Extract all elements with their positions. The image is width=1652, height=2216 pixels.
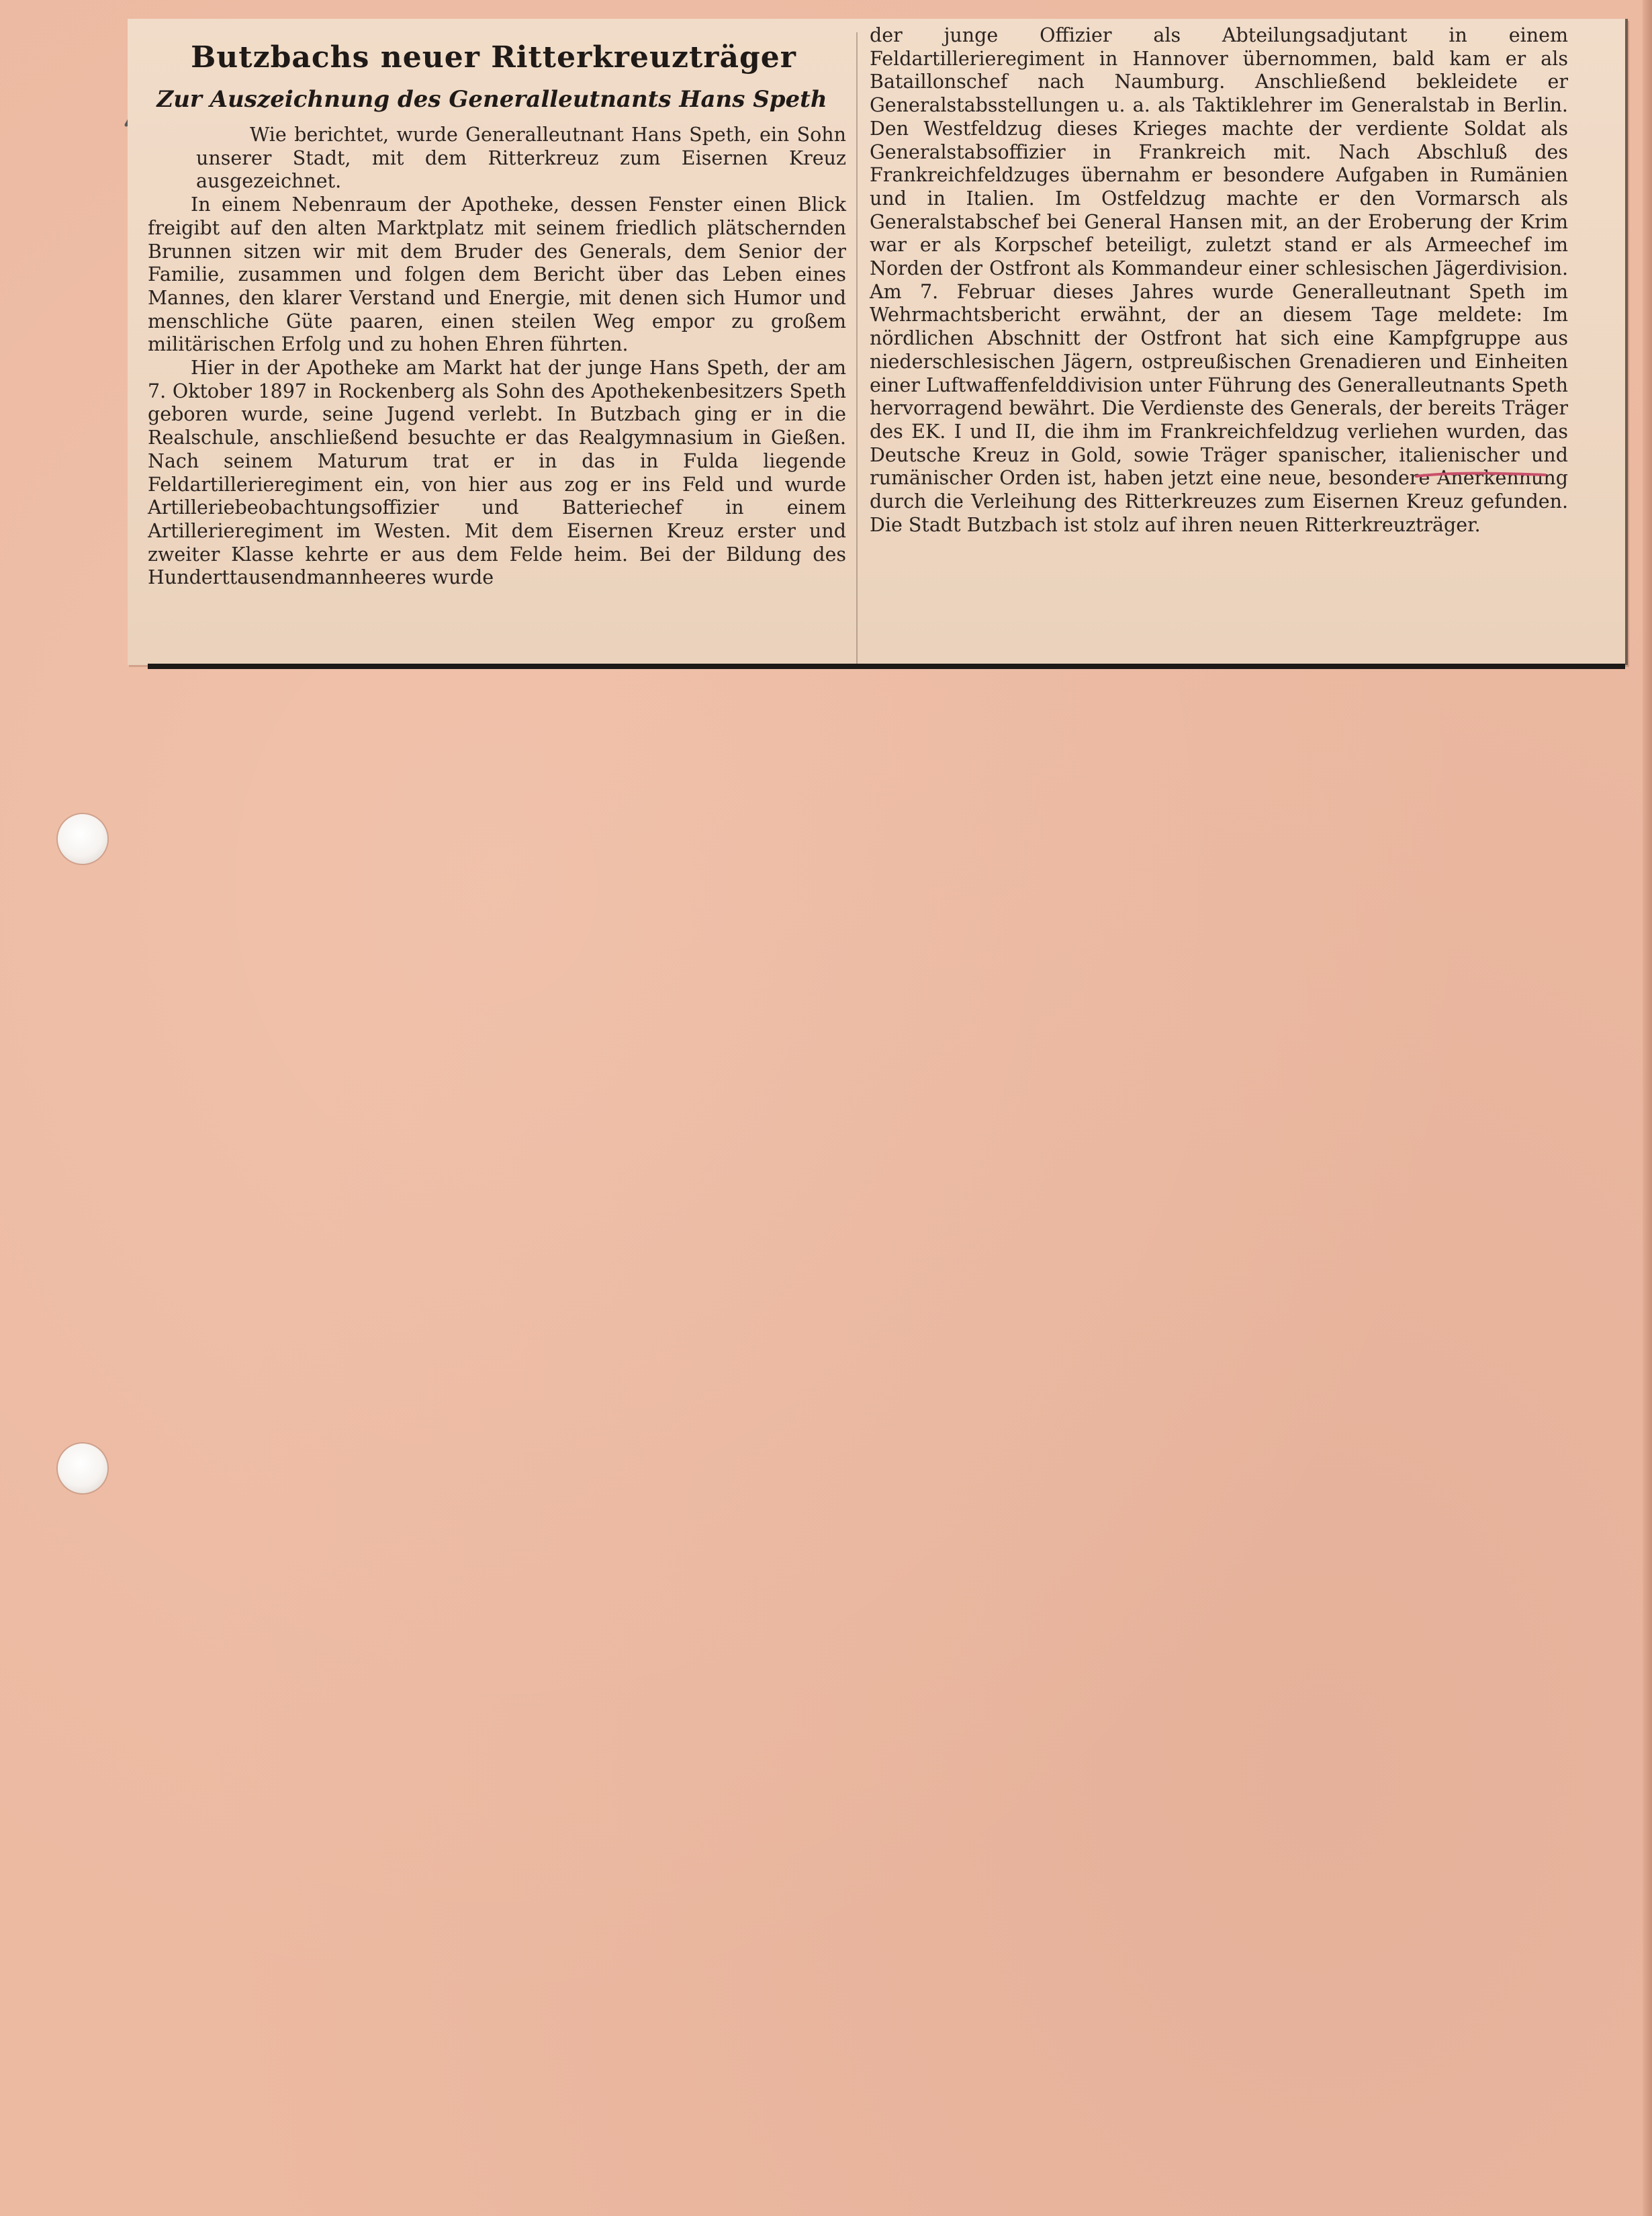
article-subheadline: Zur Auszeichnung des Generalleutnants Hans Speth <box>156 86 827 113</box>
punch-hole-top <box>58 814 107 864</box>
article-paragraph: Wie berichtet, wurde Generalleutnant Hans Speth, ein Sohn unserer Stadt, mit dem Ritterkreuz zum Eisernen Kreuz ausgezeichnet. <box>196 124 846 193</box>
column-divider <box>856 32 858 664</box>
page-edge <box>1643 0 1652 2216</box>
article-paragraph: Hier in der Apotheke am Markt hat der junge Hans Speth, der am 7. Oktober 1897 in Rockenberg als Sohn des Apothekenbesitzers Speth geboren wurde, seine Jugend verlebt. In Butzbach ging er in die Realschule, anschließend besuchte er das Realgymnasium in Gießen. Nach seinem Maturum trat er in das in Fulda liegende Feldartillerieregiment ein, von hier aus zog er ins Feld und wurde Artilleriebeobachtungsoffizier und Batteriechef in einem Artillerieregiment im Westen. Mit dem Eisernen Kreuz erster und zweiter Klasse kehrte er aus dem Felde heim. Bei der Bildung des Hunderttausendmannheeres wurde <box>148 357 846 589</box>
article-column-right <box>870 24 1568 537</box>
punch-hole-bottom <box>58 1444 107 1493</box>
article-column-left <box>148 124 846 590</box>
article-paragraph: der junge Offizier als Abteilungsadjutant in einem Feldartillerieregiment in Hannover übernommen, bald kam er als Bataillonschef nach Naumburg. Anschließend bekleidete er Generalstabsstellungen u. a. als Taktiklehrer im Generalstab in Berlin. Den Westfeldzug dieses Krieges machte der verdiente Soldat als Generalstabsoffizier in Frankreich mit. Nach Abschluß des Frankreichfeldzuges übernahm er besondere Aufgaben in Rumänien und in Italien. Im Ostfeldzug machte er den Vormarsch als Generalstabschef bei General Hansen mit, an der Eroberung der Krim war er als Korpschef beteiligt, zuletzt stand er als Armeechef im Norden der Ostfront als Kommandeur einer schlesischen Jägerdivision. Am 7. Februar dieses Jahres wurde Generalleutnant Speth im Wehrmachtsbericht erwähnt, der an diesem Tage meldete: Im nördlichen Abschnitt der Ostfront hat sich eine Kampfgruppe aus niederschlesischen Jägern, ostpreußischen Grenadieren und Einheiten einer Luftwaffenfelddivision unter Führung des Generalleutnants Speth hervorragend bewährt. Die Verdienste des Generals, der bereits Träger des EK. I und II, die ihm im Frankreichfeldzug verliehen wurden, das Deutsche Kreuz in Gold, sowie Träger spanischer, italienischer und rumänischer Orden ist, haben jetzt eine neue, besondere Anerkennung durch die Verleihung des Ritterkreuzes zum Eisernen Kreuz gefunden. Die Stadt Butzbach ist stolz auf ihren neuen Ritterkreuzträger. <box>870 24 1568 536</box>
article-paragraph: In einem Nebenraum der Apotheke, dessen Fenster einen Blick freigibt auf den alten Marktplatz mit seinem friedlich plätschernden Brunnen sitzen wir mit dem Bruder des Generals, dem Senior der Familie, zusammen und folgen dem Bericht über das Leben eines Mannes, den klarer Verstand und Energie, mit denen sich Humor und menschliche Güte paaren, einen steilen Weg empor zu großem militärischen Erfolg und zu hohen Ehren führten. <box>148 193 846 356</box>
red-pencil-underline <box>1414 470 1548 480</box>
article-headline: Butzbachs neuer Ritterkreuzträger <box>191 40 796 75</box>
newspaper-clipping <box>128 19 1628 665</box>
